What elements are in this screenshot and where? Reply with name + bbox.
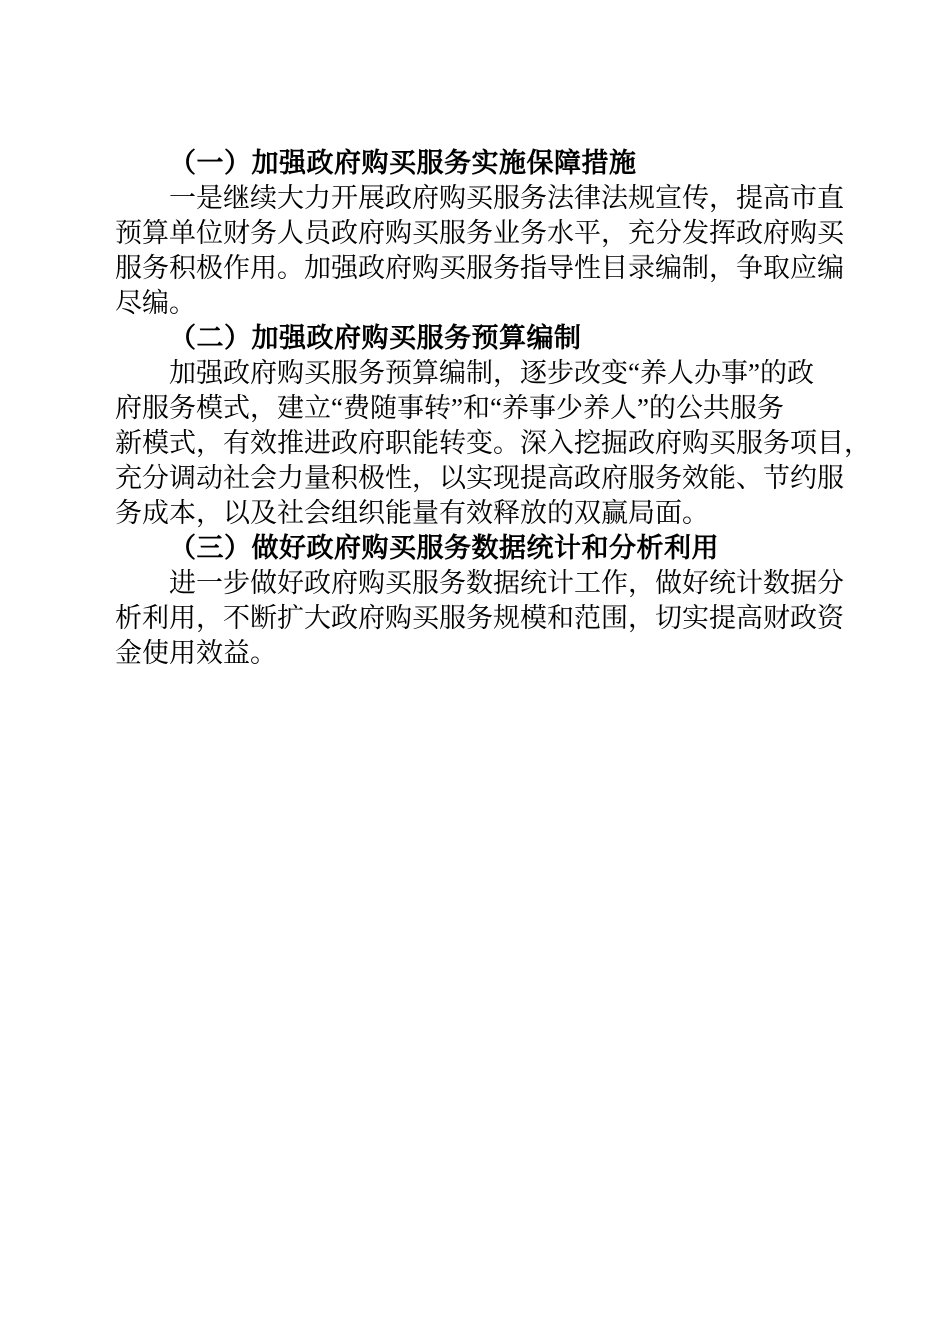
text-line: 府服务模式，建立“费随事转”和“养事少养人”的公共服务 [115,393,784,423]
text-line: 金使用效益。 [115,638,277,668]
document-content [115,146,871,671]
text-line: 预算单位财务人员政府购买服务业务水平，充分发挥政府购买 [115,218,844,248]
text-line: 务成本，以及社会组织能量有效释放的双赢局面。 [115,498,709,528]
text-line: 充分调动社会力量积极性，以实现提高政府服务效能、节约服 [115,463,844,493]
section-2-heading: （二）加强政府购买服务预算编制 [169,323,582,353]
text-line: 尽编。 [115,288,196,318]
text-line: 进一步做好政府购买服务数据统计工作，做好统计数据分 [169,568,844,598]
text-line: 加强政府购买服务预算编制，逐步改变“养人办事”的政 [169,358,814,388]
text-line: 析利用，不断扩大政府购买服务规模和范围，切实提高财政资 [115,603,844,633]
text-line: 新模式，有效推进政府职能转变。深入挖掘政府购买服务项目， [115,428,871,458]
section-3-heading: （三）做好政府购买服务数据统计和分析利用 [169,533,719,563]
section-1-heading: （一）加强政府购买服务实施保障措施 [169,148,637,178]
text-line: 一是继续大力开展政府购买服务法律法规宣传，提高市直 [169,183,844,213]
text-line: 服务积极作用。加强政府购买服务指导性目录编制，争取应编 [115,253,844,283]
